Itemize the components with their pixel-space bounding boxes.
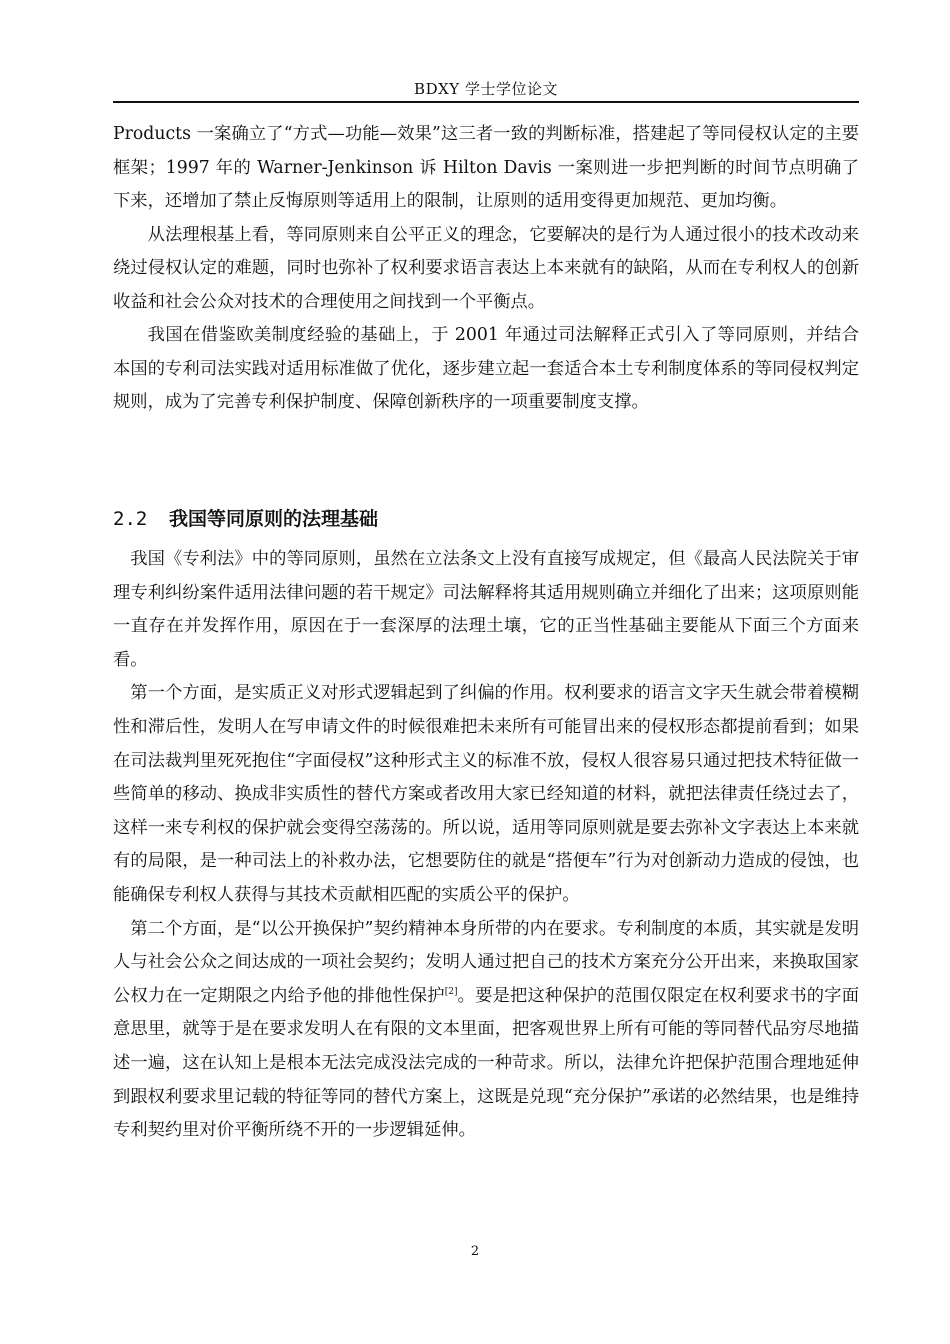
paragraph-text: 第二个方面，是“以公开换保护”契约精神本身所带的内在要求。专利制度的本质，其实就是发明人与社会公众之间达成的一项社会契约；发明人通过把自己的技术方案充分公开出来，来换取国家公权力在一定期限之内给予他的排他性保护 <box>113 918 859 1006</box>
paragraph: 第一个方面，是实质正义对形式逻辑起到了纠偏的作用。权利要求的语言文字天生就会带着模糊性和滞后性，发明人在写申请文件的时候很难把未来所有可能冒出来的侵权形态都提前看到；如果在司法裁判里死死抱住“字面侵权”这种形式主义的标准不放，侵权人很容易只通过把技术特征做一些简单的移动、换成非实质性的替代方案或者改用大家已经知道的材料，就把法律责任绕过去了，这样一来专利权的保护就会变得空荡荡的。所以说，适用等同原则就是要去弥补文字表达上本来就有的局限，是一种司法上的补救办法，它想要防住的就是“搭便车”行为对创新动力造成的侵蚀，也能确保专利权人获得与其技术贡献相匹配的实质公平的保护。 <box>113 683 859 905</box>
section-title: 我国等同原则的法理基础 <box>169 508 379 530</box>
paragraph: 我国《专利法》中的等同原则，虽然在立法条文上没有直接写成规定，但《最高人民法院关于审理专利纠纷案件适用法律问题的若干规定》司法解释将其适用规则确立并细化了出来；这项原则能一直存在并发挥作用，原因在于一套深厚的法理土壤，它的正当性基础主要能从下面三个方面来看。 <box>113 549 859 670</box>
section-body <box>113 543 859 1148</box>
paragraph: Products 一案确立了“方式—功能—效果”这三者一致的判断标准，搭建起了等同侵权认定的主要框架；1997 年的 Warner-Jenkinson 诉 Hilton Davis 一案则进一步把判断的时间节点明确了下来，还增加了禁止反悔原则等适用上的限制，让原则的适用变得更加规范、更加均衡。 <box>113 124 859 211</box>
section-heading <box>113 504 378 531</box>
page-number: 2 <box>470 1244 480 1259</box>
paragraph <box>113 913 859 1148</box>
page-header: BDXY 学士学位论文 <box>414 80 558 98</box>
header-rule <box>113 101 859 103</box>
paragraph: 我国在借鉴欧美制度经验的基础上，于 2001 年通过司法解释正式引入了等同原则，并结合本国的专利司法实践对适用标准做了优化，逐步建立起一套适合本土专利制度体系的等同侵权判定规则，成为了完善专利保护制度、保障创新秩序的一项重要制度支撑。 <box>113 325 859 412</box>
paragraph-text: 。要是把这种保护的范围仅限定在权利要求书的字面意思里，就等于是在要求发明人在有限的文本里面，把客观世界上所有可能的等同替代品穷尽地描述一遍，这在认知上是根本无法完成没法完成的一种苛求。所以，法律允许把保护范围合理地延伸到跟权利要求里记载的特征等同的替代方案上，这既是兑现“充分保护”承诺的必然结果，也是维持专利契约里对价平衡所绕不开的一步逻辑延伸。 <box>113 985 859 1141</box>
intro-text <box>113 118 859 420</box>
citation-marker[interactable]: [2] <box>444 986 458 997</box>
paragraph: 从法理根基上看，等同原则来自公平正义的理念，它要解决的是行为人通过很小的技术改动来绕过侵权认定的难题，同时也弥补了权利要求语言表达上本来就有的缺陷，从而在专利权人的创新收益和社会公众对技术的合理使用之间找到一个平衡点。 <box>113 224 859 312</box>
section-number: 2.2 <box>113 508 148 530</box>
